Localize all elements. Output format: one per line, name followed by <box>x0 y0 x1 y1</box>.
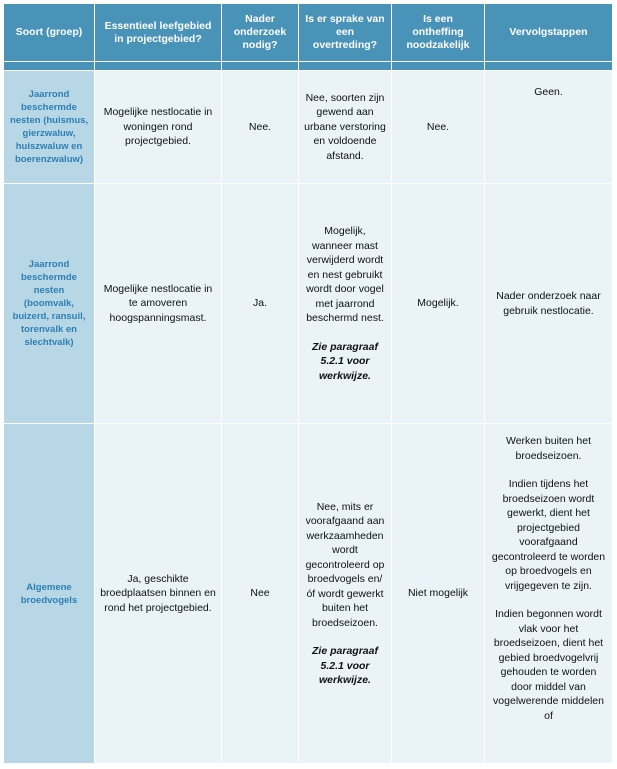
exemption-cell: Niet mogelijk <box>392 424 485 764</box>
next-steps-cell: Geen. <box>485 71 613 184</box>
species-table <box>3 3 613 764</box>
header-row <box>4 4 613 62</box>
header-next-steps: Vervolgstappen <box>485 4 613 62</box>
table-row <box>4 184 613 424</box>
species-cell: Jaarrond beschermde nesten (huismus, gierzwaluw, huiszwaluw en boerenzwaluw) <box>4 71 95 184</box>
header-spacer <box>4 62 613 71</box>
habitat-cell: Ja, geschikte broedplaatsen binnen en rond het projectgebied. <box>95 424 222 764</box>
violation-cell <box>299 184 392 424</box>
header-exemption: Is een ontheffing noodzakelijk <box>392 4 485 62</box>
violation-text: Mogelijk, wanneer mast verwijderd wordt en nest gebruikt wordt door vogel met jaarrond beschermd nest. <box>306 225 384 324</box>
species-cell: Algemene broedvogels <box>4 424 95 764</box>
species-cell: Jaarrond beschermde nesten (boomvalk, buizerd, ransuil, torenvalk en slechtvalk) <box>4 184 95 424</box>
table-row <box>4 424 613 764</box>
header-violation: Is er sprake van een overtreding? <box>299 4 392 62</box>
header-species: Soort (groep) <box>4 4 95 62</box>
paragraph-reference: Zie paragraaf 5.2.1 voor werkwijze. <box>312 340 378 382</box>
table-row <box>4 71 613 184</box>
next-steps-cell: Nader onderzoek naar gebruik nestlocatie. <box>485 184 613 424</box>
violation-cell <box>299 424 392 764</box>
header-research: Nader onderzoek nodig? <box>222 4 299 62</box>
header-habitat: Essentieel leefgebied in projectgebied? <box>95 4 222 62</box>
research-cell: Nee. <box>222 71 299 184</box>
exemption-cell: Mogelijk. <box>392 184 485 424</box>
next-steps-cell <box>485 424 613 764</box>
violation-text: Nee, mits er voorafgaand aan werkzaamheden wordt gecontroleerd op broedvogels en/óf wordt gewerkt buiten het broedseizoen. <box>305 500 385 629</box>
research-cell: Ja. <box>222 184 299 424</box>
next-steps-paragraph: Indien tijdens het broedseizoen wordt gewerkt, dient het projectgebied voorafgaand gecontroleerd te worden op broedvogels en vrijgegeven te zijn. <box>491 478 606 592</box>
violation-cell: Nee, soorten zijn gewend aan urbane verstoring en voldoende afstand. <box>299 71 392 184</box>
habitat-cell: Mogelijke nestlocatie in te amoveren hoogspanningsmast. <box>95 184 222 424</box>
paragraph-reference: Zie paragraaf 5.2.1 voor werkwijze. <box>312 645 378 686</box>
next-steps-paragraph: Werken buiten het broedseizoen. <box>505 435 592 462</box>
next-steps-paragraph: Indien begonnen wordt vlak voor het broedseizoen, dient het gebied broedvogelvrij gehouden te worden door middel van vogelwerende middelen of <box>493 608 604 722</box>
exemption-cell: Nee. <box>392 71 485 184</box>
habitat-cell: Mogelijke nestlocatie in woningen rond projectgebied. <box>95 71 222 184</box>
research-cell: Nee <box>222 424 299 764</box>
